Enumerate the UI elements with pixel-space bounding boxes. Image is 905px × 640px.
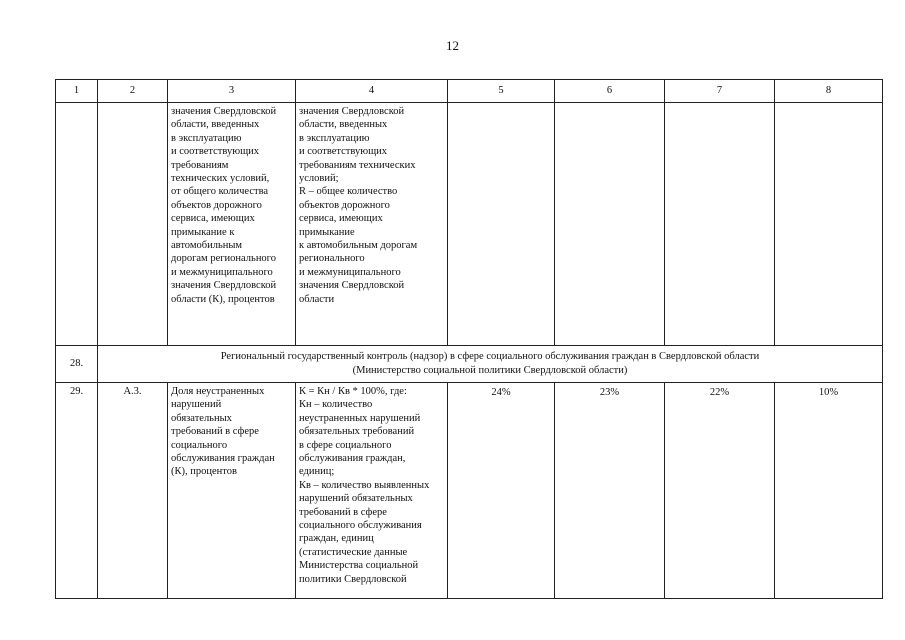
value-text: 24% <box>491 387 511 398</box>
indicator-name-cell <box>168 383 296 599</box>
column-header: 7 <box>665 80 775 103</box>
formula-cell <box>296 383 448 599</box>
value-cell <box>775 103 883 346</box>
value-cell <box>555 103 665 346</box>
indicator-name-cell <box>168 103 296 346</box>
table-header-row <box>56 80 883 103</box>
row-code-cell: А.3. <box>98 383 168 599</box>
column-header: 3 <box>168 80 296 103</box>
value-cell-2021 <box>448 383 555 599</box>
value-cell-2024 <box>775 383 883 599</box>
indicator-name-text: Доля неустраненных нарушений обязательных требований в сфере социального обслуживания граждан (К), процентов <box>171 386 275 478</box>
section-title-line1: Региональный государственный контроль (надзор) в сфере социального обслуживания граждан в Свердловской области <box>220 351 760 362</box>
row-number-cell: 28. <box>56 346 98 383</box>
column-header: 6 <box>555 80 665 103</box>
column-header: 8 <box>775 80 883 103</box>
column-header: 5 <box>448 80 555 103</box>
row-number-cell: 29. <box>56 383 98 599</box>
indicators-table <box>55 79 883 599</box>
value-cell-2022 <box>555 383 665 599</box>
column-header: 1 <box>56 80 98 103</box>
table-row-29 <box>56 383 883 599</box>
formula-text: значения Свердловской области, введенных в эксплуатацию и соответствующих требованиям технических условий; R – общее количество объектов дорожного сервиса, имеющих примыкание к автомобильным дорогам регионального и межмуниципального значения Свердловской области <box>299 106 418 305</box>
value-text: 10% <box>818 387 839 398</box>
row-number-cell <box>56 103 98 346</box>
section-title-cell <box>98 346 883 383</box>
value-cell <box>448 103 555 346</box>
column-header: 4 <box>296 80 448 103</box>
row-code-cell <box>98 103 168 346</box>
value-text: 23% <box>599 387 620 398</box>
value-cell <box>665 103 775 346</box>
table-row-section <box>56 346 883 383</box>
formula-text: К = Кн / Кв * 100%, где: Кн – количество неустраненных нарушений обязательных требований в сфере социального обслуживания граждан, единиц; Кв – количество выявленных нарушений обязательных требований в сфере социального обслуживания граждан, единиц (статистические данные Министерства социальной политики Свердловской <box>299 386 430 585</box>
formula-cell <box>296 103 448 346</box>
value-text: 22% <box>709 387 730 398</box>
value-cell-2023 <box>665 383 775 599</box>
page-number: 12 <box>446 38 459 53</box>
column-header: 2 <box>98 80 168 103</box>
section-title-line2: (Министерство социальной политики Свердловской области) <box>352 365 628 376</box>
table-row-continuation <box>56 103 883 346</box>
indicator-name-text: значения Свердловской области, введенных в эксплуатацию и соответствующих требованиям технических условий, от общего количества объектов дорожного сервиса, имеющих примыкание к автомобильным дорогам регионального и межмуниципального значения Свердловской области (К), процентов <box>171 106 277 305</box>
